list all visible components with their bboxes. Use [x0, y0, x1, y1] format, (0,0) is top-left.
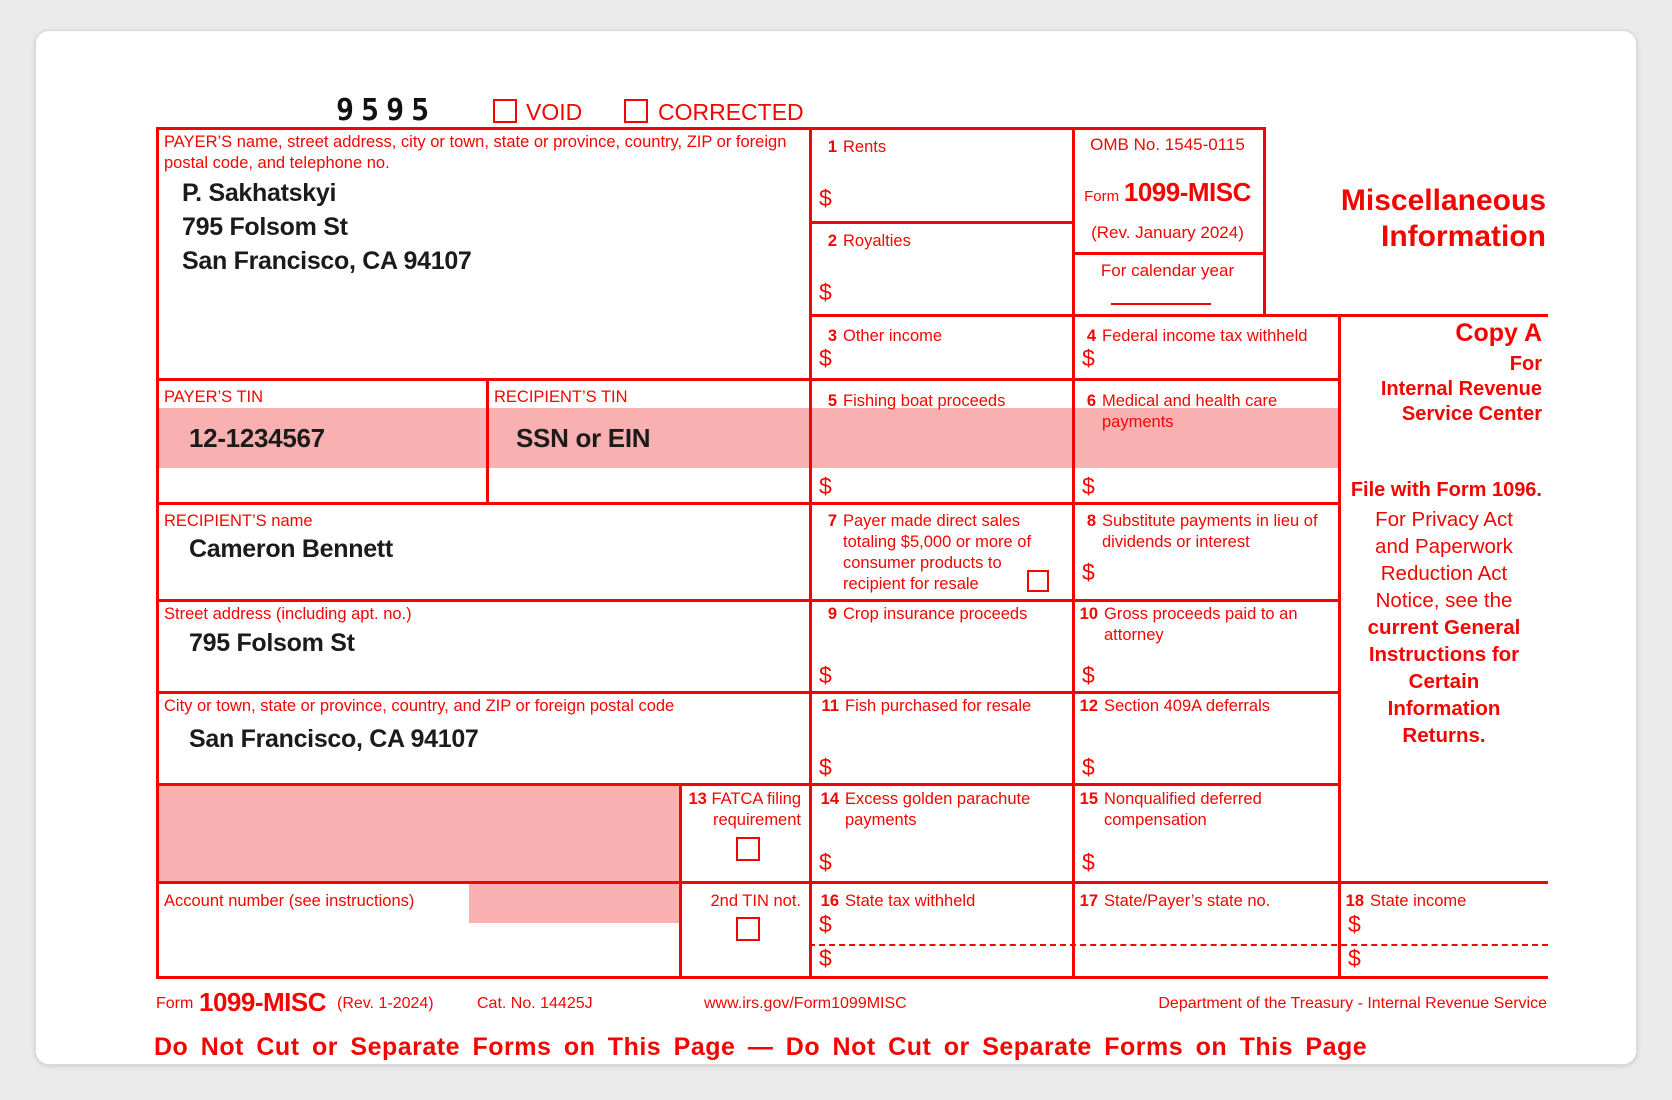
grid-line — [1072, 127, 1075, 979]
recipient-name-value[interactable]: Cameron Bennett — [189, 535, 393, 563]
fatca-checkbox[interactable] — [736, 837, 760, 861]
grid-line — [156, 599, 1338, 602]
box3-label: 3 Other income — [827, 327, 943, 345]
box15-label: 15 Nonqualified deferred compensation — [1079, 790, 1262, 829]
box15-dollar: $ — [1082, 849, 1095, 875]
payer-name-value[interactable]: P. Sakhatskyi — [182, 179, 337, 207]
footer-form-number: 1099-MISC — [199, 987, 326, 1017]
grid-line — [156, 976, 1548, 979]
box14-dollar: $ — [819, 849, 832, 875]
grid-line — [809, 221, 1072, 224]
payer-label: PAYER’S name, street address, city or town, state or province, country, ZIP or foreign postal code, and telephone no. — [164, 133, 787, 172]
box9-dollar: $ — [819, 662, 832, 688]
box10-label: 10 Gross proceeds paid to an attorney — [1079, 605, 1298, 644]
box3-dollar: $ — [819, 345, 832, 371]
grid-line — [679, 783, 682, 976]
footer-revision: (Rev. 1-2024) — [337, 995, 434, 1012]
fatca-row-highlight — [156, 783, 679, 881]
void-checkbox[interactable] — [493, 99, 517, 123]
grid-line — [809, 127, 812, 979]
box9-label: 9 Crop insurance proceeds — [827, 605, 1028, 623]
recipient-city-label: City or town, state or province, country, and ZIP or foreign postal code — [164, 697, 675, 715]
box1-label: 1 Rents — [827, 138, 887, 156]
box11-label: 11 Fish purchased for resale — [821, 697, 1032, 715]
second-tin-label: 2nd TIN not. — [710, 892, 801, 910]
box12-dollar: $ — [1082, 754, 1095, 780]
recipient-city-value[interactable]: San Francisco, CA 94107 — [189, 725, 479, 753]
account-highlight — [469, 881, 679, 923]
box18-dollar-top: $ — [1348, 911, 1361, 937]
grid-line — [1338, 314, 1341, 976]
box4-label: 4 Federal income tax withheld — [1086, 327, 1308, 345]
box11-dollar: $ — [819, 754, 832, 780]
payer-tin-value[interactable]: 12-1234567 — [189, 423, 325, 453]
account-number-label: Account number (see instructions) — [164, 892, 415, 910]
footer-department: Department of the Treasury - Internal Revenue Service — [1158, 995, 1547, 1012]
grid-line — [1263, 127, 1266, 317]
box7-label: 7 Payer made direct sales totaling $5,000 or more of consumer products to recipient for resale — [827, 512, 1032, 593]
corrected-checkbox[interactable] — [624, 99, 648, 123]
grid-line — [486, 378, 489, 502]
file-with-1096: File with Form 1096. — [1350, 479, 1542, 501]
box13-label: 13 FATCA filing requirement — [688, 790, 801, 829]
recipient-tin-value[interactable]: SSN or EIN — [516, 423, 651, 453]
grid-line — [156, 783, 1338, 786]
calendar-year-label: For calendar year — [1100, 261, 1235, 280]
grid-line — [156, 502, 1338, 505]
form-number-masthead — [1072, 177, 1263, 208]
box6-dollar: $ — [1082, 473, 1095, 499]
footer-cat-no: Cat. No. 14425J — [477, 995, 593, 1012]
form-revision: (Rev. January 2024) — [1091, 223, 1244, 242]
omb-number: OMB No. 1545-0115 — [1090, 135, 1245, 154]
box6-label: 6 Medical and health care payments — [1086, 392, 1278, 431]
grid-line — [156, 691, 1338, 694]
copy-a-panel: Copy A For Internal Revenue Service Center File with Form 1096. For Privacy Act and Paperwork Reduction Act Notice, see the current General Instructions for Certain Information Returns. — [1346, 318, 1542, 749]
box2-dollar: $ — [819, 279, 832, 305]
grid-line — [1072, 252, 1263, 255]
grid-line-dashed — [809, 944, 1548, 946]
recipient-name-label: RECIPIENT’S name — [164, 512, 313, 530]
box17-label: 17 State/Payer’s state no. — [1079, 892, 1271, 910]
box1-dollar: $ — [819, 185, 832, 211]
grid-line — [156, 127, 159, 979]
recipient-street-label: Street address (including apt. no.) — [164, 605, 412, 623]
box16-label: 16 State tax withheld — [820, 892, 976, 910]
void-label: VOID — [526, 99, 583, 125]
payer-city-value[interactable]: San Francisco, CA 94107 — [182, 247, 472, 275]
payer-street-value[interactable]: 795 Folsom St — [182, 213, 348, 241]
calendar-year-blank-line — [1111, 303, 1211, 305]
payer-tin-label: PAYER’S TIN — [164, 388, 264, 406]
box2-label: 2 Royalties — [827, 232, 911, 250]
footer-form-word: Form — [156, 995, 194, 1012]
box8-label: 8 Substitute payments in lieu of dividends or interest — [1086, 512, 1318, 551]
recipient-tin-label: RECIPIENT’S TIN — [494, 388, 628, 406]
ocr-code: 9595 — [336, 93, 437, 128]
form-title: Miscellaneous Information — [1340, 184, 1546, 253]
do-not-cut-warning: Do Not Cut or Separate Forms on This Page — Do Not Cut or Separate Forms on This Page — [154, 1033, 1368, 1061]
form-card — [35, 30, 1637, 1065]
grid-line — [809, 314, 1548, 317]
box18-label: 18 State income — [1345, 892, 1467, 910]
corrected-label: CORRECTED — [658, 99, 804, 125]
box16-dollar-bottom: $ — [819, 945, 832, 971]
box18-dollar-bottom: $ — [1348, 945, 1361, 971]
second-tin-checkbox[interactable] — [736, 917, 760, 941]
box8-dollar: $ — [1082, 559, 1095, 585]
box13-number: 13 — [688, 790, 707, 808]
box14-label: 14 Excess golden parachute payments — [820, 790, 1031, 829]
box4-dollar: $ — [1082, 345, 1095, 371]
box12-label: 12 Section 409A deferrals — [1079, 697, 1271, 715]
copy-a-label: Copy A — [1455, 319, 1542, 347]
grid-line — [156, 127, 1266, 130]
box5-dollar: $ — [819, 473, 832, 499]
box16-dollar-top: $ — [819, 911, 832, 937]
recipient-street-value[interactable]: 795 Folsom St — [189, 629, 355, 657]
box5-label: 5 Fishing boat proceeds — [827, 392, 1006, 410]
form-number: 1099-MISC — [1123, 177, 1251, 207]
box7-checkbox[interactable] — [1027, 570, 1049, 592]
privacy-act-notice: For Privacy Act and Paperwork Reduction Act Notice, see the current General Instructions for Certain Information Returns. — [1367, 508, 1521, 747]
footer-url[interactable]: www.irs.gov/Form1099MISC — [704, 995, 907, 1012]
box10-dollar: $ — [1082, 662, 1095, 688]
form-word: Form — [1084, 188, 1120, 205]
grid-line — [156, 378, 1338, 381]
